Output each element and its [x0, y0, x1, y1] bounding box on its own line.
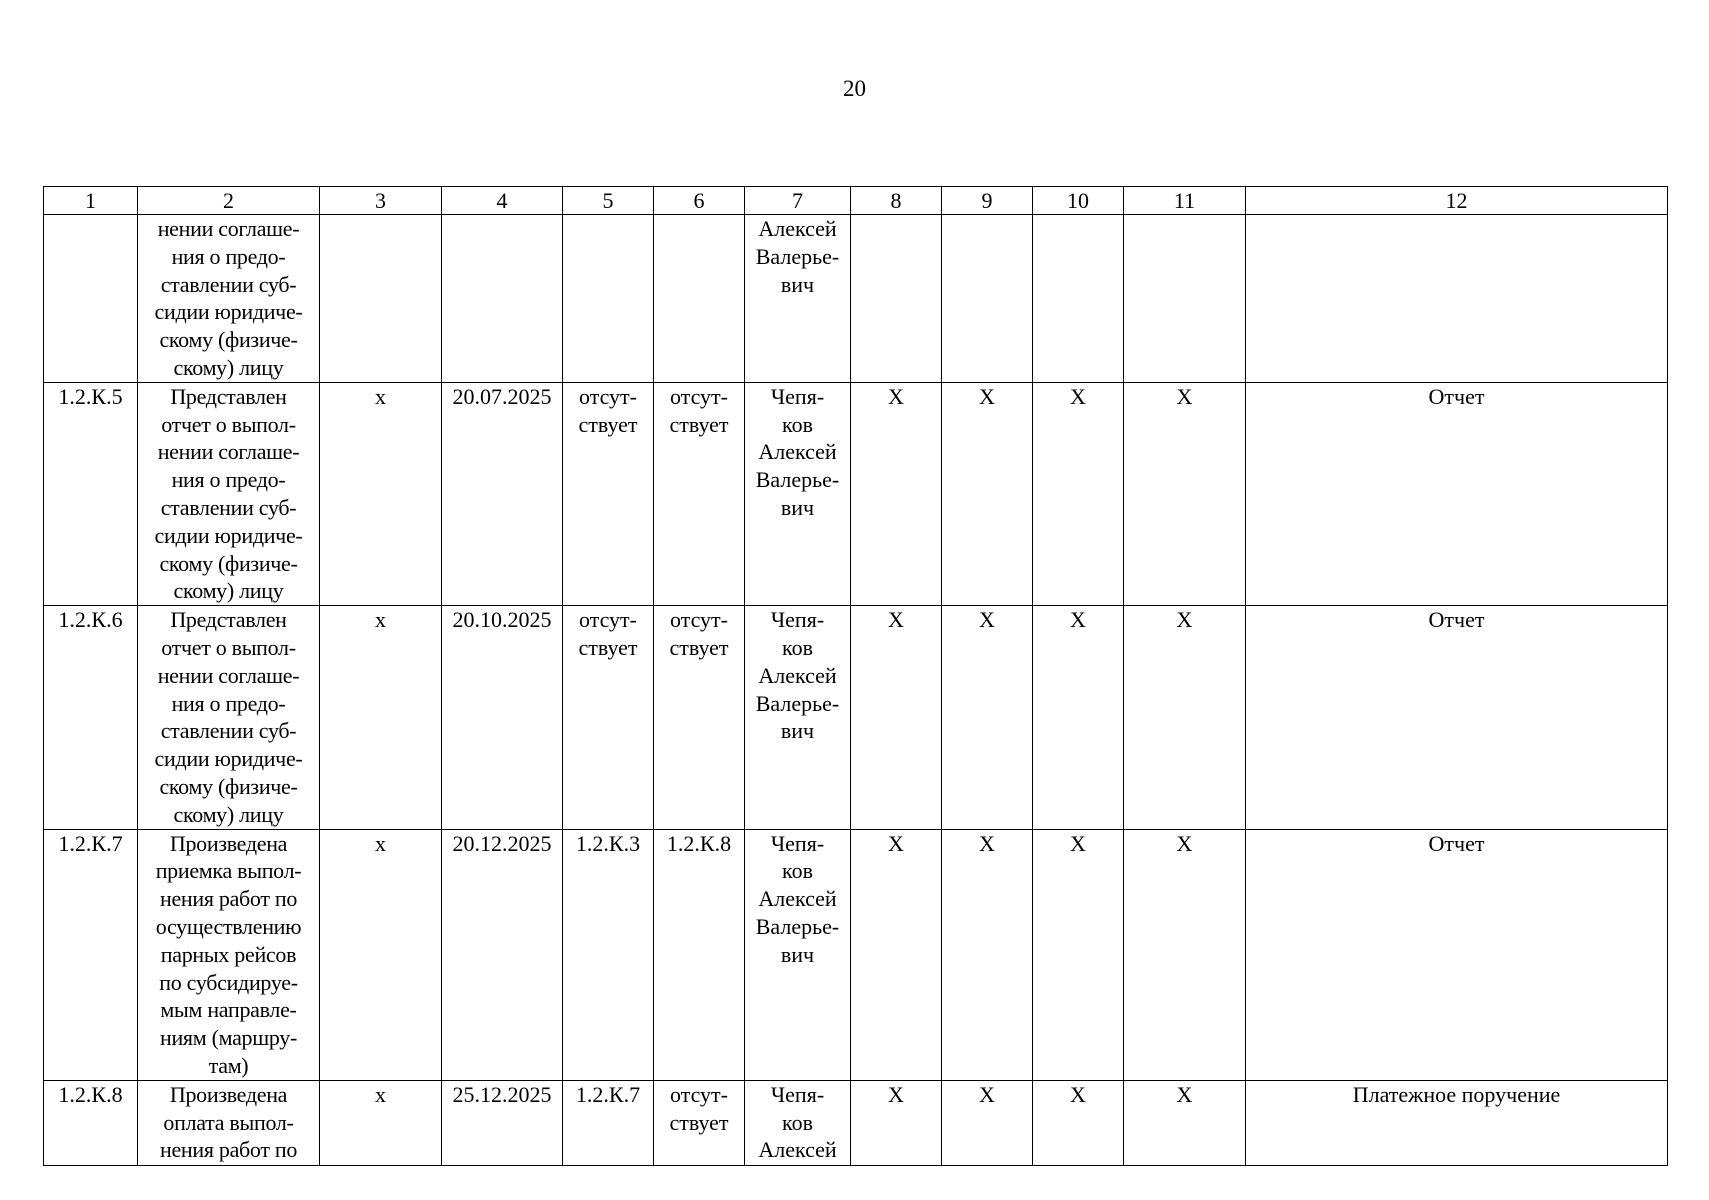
predecessor-cell: [563, 215, 654, 383]
event-description-cell: нении соглаше- ния о предо- ставлении суб- сидии юридиче- скому (физиче- скому) лицу: [138, 215, 320, 383]
event-description-cell: Представлен отчет о выпол- нении соглаше- ния о предо- ставлении суб- сидии юридиче- скому (физиче- скому) лицу: [138, 606, 320, 829]
table-row: [44, 829, 1668, 1080]
document-type-cell: Платежное поручение: [1246, 1080, 1668, 1165]
column-11-cell: [1124, 215, 1246, 383]
event-number-cell: 1.2.К.8: [44, 1080, 138, 1165]
column-3-cell: x: [320, 1080, 442, 1165]
column-3-cell: [320, 215, 442, 383]
due-date-cell: 20.12.2025: [442, 829, 563, 1080]
table-row: [44, 606, 1668, 829]
column-header: 6: [654, 187, 745, 215]
predecessor-cell: отсут- ствует: [563, 382, 654, 605]
due-date-cell: 25.12.2025: [442, 1080, 563, 1165]
event-number-cell: [44, 215, 138, 383]
column-header: 1: [44, 187, 138, 215]
column-8-cell: X: [851, 382, 942, 605]
table-row: [44, 215, 1668, 383]
column-3-cell: x: [320, 829, 442, 1080]
successor-cell: отсут- ствует: [654, 1080, 745, 1165]
column-9-cell: X: [942, 829, 1033, 1080]
column-3-cell: x: [320, 606, 442, 829]
document-type-cell: Отчет: [1246, 606, 1668, 829]
responsible-person-cell: Алексей Валерье- вич: [745, 215, 851, 383]
event-number-cell: 1.2.К.5: [44, 382, 138, 605]
document-type-cell: Отчет: [1246, 382, 1668, 605]
column-header: 8: [851, 187, 942, 215]
column-3-cell: x: [320, 382, 442, 605]
due-date-cell: 20.07.2025: [442, 382, 563, 605]
column-9-cell: [942, 215, 1033, 383]
column-10-cell: [1033, 215, 1124, 383]
event-description-cell: Представлен отчет о выпол- нении соглаше- ния о предо- ставлении суб- сидии юридиче- скому (физиче- скому) лицу: [138, 382, 320, 605]
column-header: 7: [745, 187, 851, 215]
column-10-cell: X: [1033, 829, 1124, 1080]
column-8-cell: X: [851, 606, 942, 829]
column-header: 5: [563, 187, 654, 215]
table-row: [44, 1080, 1668, 1165]
column-header: 11: [1124, 187, 1246, 215]
event-description-cell: Произведена приемка выпол- нения работ по осуществлению парных рейсов по субсидируе- мым направле- ниям (маршру- там): [138, 829, 320, 1080]
event-number-cell: 1.2.К.6: [44, 606, 138, 829]
column-11-cell: X: [1124, 606, 1246, 829]
event-description-cell: Произведена оплата выпол- нения работ по: [138, 1080, 320, 1165]
successor-cell: отсут- ствует: [654, 382, 745, 605]
due-date-cell: 20.10.2025: [442, 606, 563, 829]
responsible-person-cell: Чепя- ков Алексей Валерье- вич: [745, 606, 851, 829]
column-8-cell: [851, 215, 942, 383]
column-numbers-row: [44, 187, 1668, 215]
column-9-cell: X: [942, 606, 1033, 829]
successor-cell: 1.2.К.8: [654, 829, 745, 1080]
column-11-cell: X: [1124, 382, 1246, 605]
column-10-cell: X: [1033, 382, 1124, 605]
predecessor-cell: отсут- ствует: [563, 606, 654, 829]
column-10-cell: X: [1033, 606, 1124, 829]
column-header: 3: [320, 187, 442, 215]
column-9-cell: X: [942, 382, 1033, 605]
table-row: [44, 382, 1668, 605]
predecessor-cell: 1.2.К.7: [563, 1080, 654, 1165]
successor-cell: [654, 215, 745, 383]
schedule-table: [43, 186, 1668, 1166]
column-8-cell: X: [851, 829, 942, 1080]
successor-cell: отсут- ствует: [654, 606, 745, 829]
column-8-cell: X: [851, 1080, 942, 1165]
column-header: 4: [442, 187, 563, 215]
column-9-cell: X: [942, 1080, 1033, 1165]
due-date-cell: [442, 215, 563, 383]
document-type-cell: Отчет: [1246, 829, 1668, 1080]
column-10-cell: X: [1033, 1080, 1124, 1165]
page-number: 20: [843, 76, 866, 101]
responsible-person-cell: Чепя- ков Алексей Валерье- вич: [745, 829, 851, 1080]
column-header: 9: [942, 187, 1033, 215]
column-header: 10: [1033, 187, 1124, 215]
column-11-cell: X: [1124, 1080, 1246, 1165]
responsible-person-cell: Чепя- ков Алексей: [745, 1080, 851, 1165]
predecessor-cell: 1.2.К.3: [563, 829, 654, 1080]
responsible-person-cell: Чепя- ков Алексей Валерье- вич: [745, 382, 851, 605]
column-header: 12: [1246, 187, 1668, 215]
document-type-cell: [1246, 215, 1668, 383]
column-11-cell: X: [1124, 829, 1246, 1080]
column-header: 2: [138, 187, 320, 215]
event-number-cell: 1.2.К.7: [44, 829, 138, 1080]
